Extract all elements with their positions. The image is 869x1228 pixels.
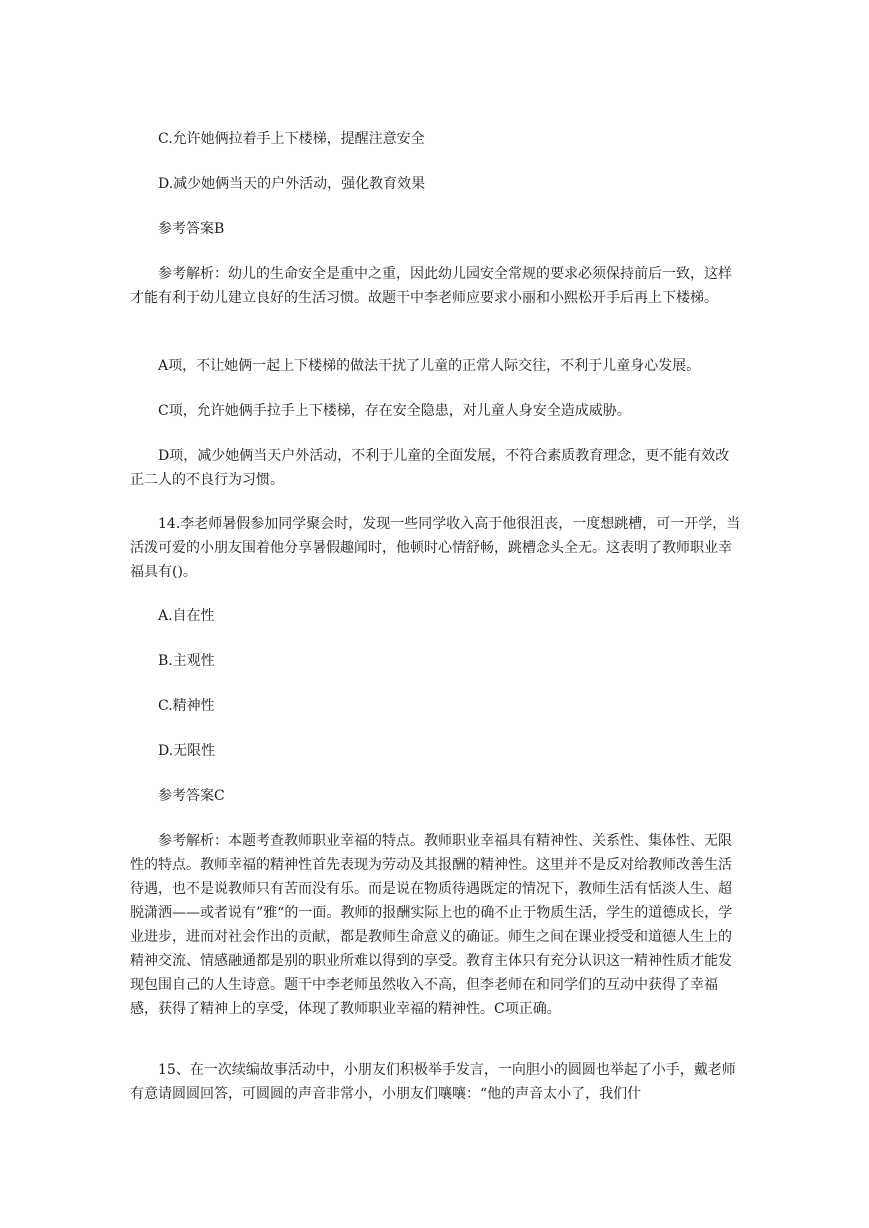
analysis-paragraph: 参考解析：幼儿的生命安全是重中之重，因此幼儿园安全常规的要求必须保持前后一致，这样才能有利于幼儿建立良好的生活习惯。故题干中李老师应要求小丽和小熙松开手后再上下楼梯。	[130, 266, 732, 306]
question-15: 15、在一次续编故事活动中，小朋友们积极举手发言，一向胆小的圆圆也举起了小手，戴老师有意请圆圆回答，可圆圆的声音非常小，小朋友们嚷嚷：“他的声音太小了，我们什	[130, 1062, 736, 1102]
q14-option-a: A.自在性	[158, 608, 215, 624]
question-14: 14.李老师暑假参加同学聚会时，发现一些同学收入高于他很沮丧，一度想跳槽，可一开学，当活泼可爱的小朋友围着他分享暑假趣闻时，他顿时心情舒畅，跳槽念头全无。这表明了教师职业幸福具有()。	[130, 516, 741, 580]
q14-analysis-paragraph: 参考解析：本题考查教师职业幸福的特点。教师职业幸福具有精神性、关系性、集体性、无限性的特点。教师幸福的精神性首先表现为劳动及其报酬的精神性。这里并不是反对给教师改善生活待遇，也不是说教师只有苦而没有乐。而是说在物质待遇既定的情况下，教师生活有恬淡人生、超脱潇洒——或者说有”雅“的一面。教师的报酬实际上也的确不止于物质生活，学生的道德成长，学业进步，进而对社会作出的贡献，都是教师生命意义的确证。师生之间在课业授受和道德人生上的精神交流、情感融通都是别的职业所难以得到的享受。教育主体只有充分认识这一精神性质才能发现包围自己的人生诗意。题干中李老师虽然收入不高，但李老师在和同学们的互动中获得了幸福感，获得了精神上的享受，体现了教师职业幸福的精神性。C项正确。	[130, 833, 733, 1017]
q14-option-c: C.精神性	[158, 698, 215, 714]
analysis-option-c: C项，允许她俩手拉手上下楼梯，存在安全隐患，对儿童人身安全造成威胁。	[158, 403, 631, 419]
q14-option-d: D.无限性	[158, 743, 216, 759]
option-d-line: D.减少她俩当天的户外活动，强化教育效果	[158, 176, 426, 192]
q14-option-b: B.主观性	[158, 653, 215, 669]
analysis-option-d: D项，减少她俩当天户外活动，不利于儿童的全面发展，不符合素质教育理念，更不能有效改正二人的不良行为习惯。	[130, 448, 730, 488]
option-c-line: C.允许她俩拉着手上下楼梯，提醒注意安全	[158, 131, 425, 147]
q14-answer-line: 参考答案C	[158, 788, 225, 804]
answer-line: 参考答案B	[158, 221, 225, 237]
analysis-option-a: A项，不让她俩一起上下楼梯的做法干扰了儿童的正常人际交往，不利于儿童身心发展。	[158, 358, 701, 374]
